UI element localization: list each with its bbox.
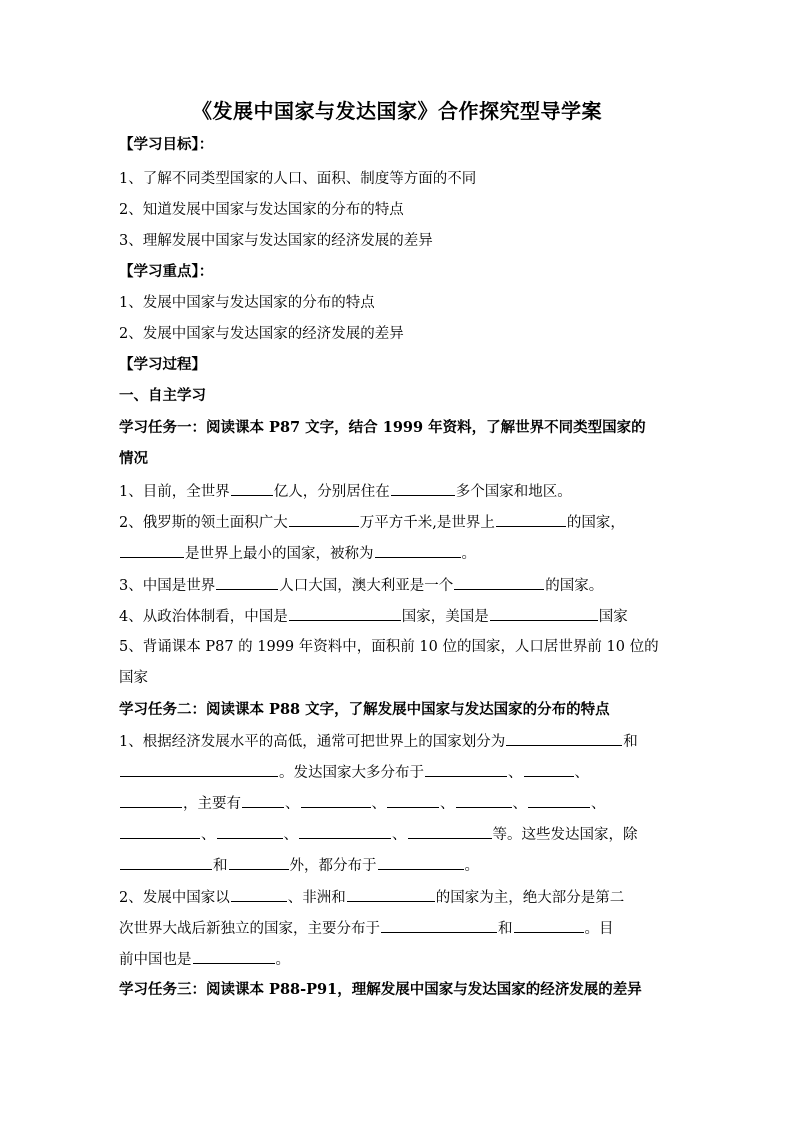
fill-blank[interactable]: [387, 791, 439, 808]
fill-blank[interactable]: [391, 479, 455, 496]
key-points-heading: 【学习重点】：: [119, 263, 214, 280]
fill-blank[interactable]: [408, 822, 492, 839]
task1-title-cont: 情况: [119, 450, 148, 467]
task2-question-1-cont: 。发达国家大多分布于 、 、: [119, 760, 589, 785]
fill-blank[interactable]: [514, 916, 584, 933]
task1-question-1: 1、目前，全世界 亿人，分别居住在 多个国家和地区。: [119, 479, 572, 504]
fill-blank[interactable]: [425, 760, 507, 777]
fill-blank[interactable]: [381, 916, 497, 933]
task1-question-5: 5、背诵课本 P87 的 1999 年资料中，面积前 10 位的国家，人口居世界前 10 位的: [119, 639, 659, 655]
key-point-item: 1、发展中国家与发达国家的分布的特点: [119, 295, 375, 311]
fill-blank[interactable]: [217, 822, 283, 839]
task2-question-2: 2、发展中国家以 、非洲和 的国家为主，绝大部分是第二: [119, 885, 624, 910]
task2-question-1-cont: 和 外，都分布于 。: [119, 853, 479, 878]
fill-blank[interactable]: [454, 573, 544, 590]
fill-blank[interactable]: [456, 791, 512, 808]
section-self-study: 一、自主学习: [119, 387, 206, 404]
task1-question-4: 4、从政治体制看，中国是 国家，美国是 国家: [119, 604, 628, 629]
task3-title: 学习任务三：阅读课本 P88-P91，理解发展中国家与发达国家的经济发展的差异: [119, 981, 642, 998]
fill-blank[interactable]: [490, 604, 598, 621]
fill-blank[interactable]: [289, 510, 359, 527]
fill-blank[interactable]: [347, 885, 435, 902]
objectives-heading: 【学习目标】：: [119, 136, 214, 153]
task2-question-2-cont: 次世界大战后新独立的国家，主要分布于 和 。目: [119, 916, 614, 941]
task1-title: 学习任务一：阅读课本 P87 文字，结合 1999 年资料，了解世界不同类型国家的: [119, 419, 646, 436]
fill-blank[interactable]: [216, 573, 278, 590]
fill-blank[interactable]: [120, 853, 212, 870]
task2-question-1-cont: 、 、 、 等。这些发达国家，除: [119, 822, 638, 847]
task2-question-1-cont: ，主要有 、 、 、 、 、: [119, 791, 606, 816]
fill-blank[interactable]: [289, 604, 401, 621]
fill-blank[interactable]: [524, 760, 574, 777]
task2-question-2-cont: 前中国也是 。: [119, 947, 290, 972]
key-point-item: 2、发展中国家与发达国家的经济发展的差异: [119, 326, 404, 342]
task1-question-5-cont: 国家: [119, 670, 148, 686]
task1-question-3: 3、中国是世界 人口大国，澳大利亚是一个 的国家。: [119, 573, 603, 598]
fill-blank[interactable]: [231, 885, 287, 902]
fill-blank[interactable]: [193, 947, 275, 964]
fill-blank[interactable]: [301, 791, 371, 808]
fill-blank[interactable]: [242, 791, 284, 808]
page-title: 《发展中国家与发达国家》合作探究型导学案: [192, 99, 602, 123]
fill-blank[interactable]: [120, 760, 278, 777]
fill-blank[interactable]: [120, 541, 184, 558]
fill-blank[interactable]: [378, 853, 464, 870]
task2-title: 学习任务二：阅读课本 P88 文字，了解发展中国家与发达国家的分布的特点: [119, 701, 610, 718]
objective-item: 2、知道发展中国家与发达国家的分布的特点: [119, 202, 404, 218]
fill-blank[interactable]: [528, 791, 590, 808]
fill-blank[interactable]: [506, 729, 622, 746]
fill-blank[interactable]: [229, 853, 289, 870]
fill-blank[interactable]: [231, 479, 273, 496]
fill-blank[interactable]: [496, 510, 566, 527]
fill-blank[interactable]: [299, 822, 391, 839]
fill-blank[interactable]: [375, 541, 461, 558]
objective-item: 3、理解发展中国家与发达国家的经济发展的差异: [119, 233, 433, 249]
task1-question-2: 2、俄罗斯的领土面积广大 万平方千米,是世界上 的国家，: [119, 510, 625, 535]
process-heading: 【学习过程】: [119, 356, 206, 373]
task2-question-1: 1、根据经济发展水平的高低，通常可把世界上的国家划分为 和: [119, 729, 638, 754]
objective-item: 1、了解不同类型国家的人口、面积、制度等方面的不同: [119, 171, 477, 187]
fill-blank[interactable]: [120, 822, 200, 839]
task1-question-2-cont: 是世界上最小的国家，被称为 。: [119, 541, 476, 566]
fill-blank[interactable]: [120, 791, 182, 808]
